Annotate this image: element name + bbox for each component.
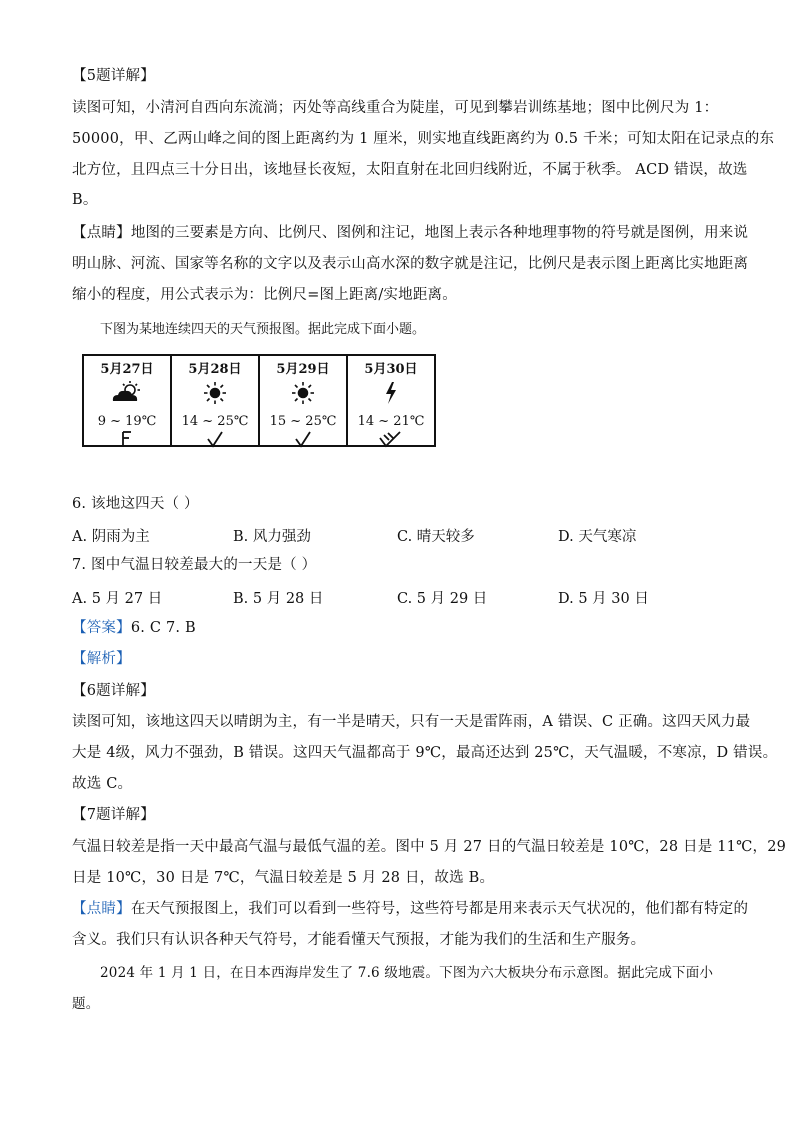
tip-paragraph [72, 899, 748, 919]
section-7-header: 【7题详解】 [72, 807, 155, 823]
option-d: D. 5 月 30 日 [558, 591, 649, 607]
sunny-icon [260, 380, 346, 406]
weather-day-cell [84, 356, 172, 445]
partly-cloudy-icon [84, 380, 170, 406]
paragraph-line: 日是 10℃，30 日是 7℃，气温日较差是 5 月 28 日，故选 B。 [72, 870, 495, 886]
paragraph-line: 在天气预报图上，我们可以看到一些符号，这些符号都是用来表示天气状况的，他们都有特定的 [130, 901, 749, 917]
weather-day-cell [348, 356, 434, 445]
answer-text: 6. C 7. B [130, 620, 196, 636]
option-c: C. 5 月 29 日 [397, 591, 488, 607]
section-5-header: 【5题详解】 [72, 68, 155, 84]
option-b: B. 风力强劲 [233, 529, 311, 545]
paragraph-line: B。 [72, 192, 98, 208]
weather-temp: 14 ~ 25℃ [181, 414, 249, 429]
weather-date: 5月27日 [100, 362, 154, 377]
option-c: C. 晴天较多 [397, 529, 475, 545]
tip-label: 【点睛】 [72, 225, 131, 241]
paragraph-line: 含义。我们只有认识各种天气符号，才能看懂天气预报，才能为我们的生活和生产服务。 [72, 932, 646, 948]
question-6-stem: 6. 该地这四天（ ） [72, 496, 199, 512]
answer-line [72, 618, 196, 638]
weather-date: 5月30日 [364, 362, 418, 377]
option-b: B. 5 月 28 日 [233, 591, 324, 607]
option-d: D. 天气寒凉 [558, 529, 637, 545]
weather-temp: 14 ~ 21℃ [357, 414, 425, 429]
tip-label: 【点睛】 [72, 901, 131, 917]
weather-date: 5月28日 [188, 362, 242, 377]
answer-label: 【答案】 [72, 620, 131, 636]
thunderstorm-icon [348, 380, 434, 406]
question-7-stem: 7. 图中气温日较差最大的一天是（ ） [72, 557, 317, 573]
paragraph-line: 大是 4级，风力不强劲，B 错误。这四天气温都高于 9℃，最高还达到 25℃，天气温暖，不寒凉，D 错误。 [72, 745, 778, 761]
weather-day-cell [172, 356, 260, 445]
option-a: A. 阴雨为主 [72, 529, 150, 545]
analysis-label: 【解析】 [72, 651, 131, 667]
weather-date: 5月29日 [276, 362, 330, 377]
wind-level-3-icon [84, 430, 170, 448]
paragraph-line: 地图的三要素是方向、比例尺、图例和注记，地图上表示各种地理事物的符号就是图例，用来说 [130, 225, 749, 241]
section-6-header: 【6题详解】 [72, 683, 155, 699]
wind-level-4-icon [348, 430, 434, 448]
wind-level-1-icon [260, 430, 346, 448]
next-question-intro: 2024 年 1 月 1 日，在日本西海岸发生了 7.6 级地震。下图为六大板块分布示意图。据此完成下面小 [100, 965, 714, 981]
weather-temp: 15 ~ 25℃ [269, 414, 337, 429]
paragraph-line: 北方位，且四点三十分日出，该地昼长夜短，太阳直射在北回归线附近，不属于秋季。 ACD 错误，故选 [72, 162, 748, 178]
sunny-icon [172, 380, 258, 406]
next-question-intro: 题。 [72, 996, 100, 1012]
figure-intro: 下图为某地连续四天的天气预报图。据此完成下面小题。 [100, 322, 426, 337]
paragraph-line: 气温日较差是指一天中最高气温与最低气温的差。图中 5 月 27 日的气温日较差是 10℃，28 日是 11℃，29 [72, 839, 787, 855]
paragraph-line: 缩小的程度，用公式表示为：比例尺=图上距离/实地距离。 [72, 287, 457, 303]
option-a: A. 5 月 27 日 [72, 591, 163, 607]
wind-level-1-icon [172, 430, 258, 448]
paragraph-line: 50000，甲、乙两山峰之间的图上距离约为 1 厘米，则实地直线距离约为 0.5 千米；可知太阳在记录点的东 [72, 131, 775, 147]
paragraph-line: 读图可知，该地这四天以晴朗为主，有一半是晴天，只有一天是雷阵雨，A 错误、C 正确。这四天风力最 [72, 714, 751, 730]
weather-forecast-table [82, 354, 436, 447]
weather-day-cell [260, 356, 348, 445]
weather-temp: 9 ~ 19℃ [97, 414, 157, 429]
paragraph-line: 读图可知，小清河自西向东流淌；丙处等高线重合为陡崖，可见到攀岩训练基地；图中比例尺为 1： [72, 100, 719, 116]
tip-paragraph [72, 223, 748, 243]
paragraph-line: 故选 C。 [72, 776, 133, 792]
paragraph-line: 明山脉、河流、国家等名称的文字以及表示山高水深的数字就是注记，比例尺是表示图上距离比实地距离 [72, 256, 749, 272]
